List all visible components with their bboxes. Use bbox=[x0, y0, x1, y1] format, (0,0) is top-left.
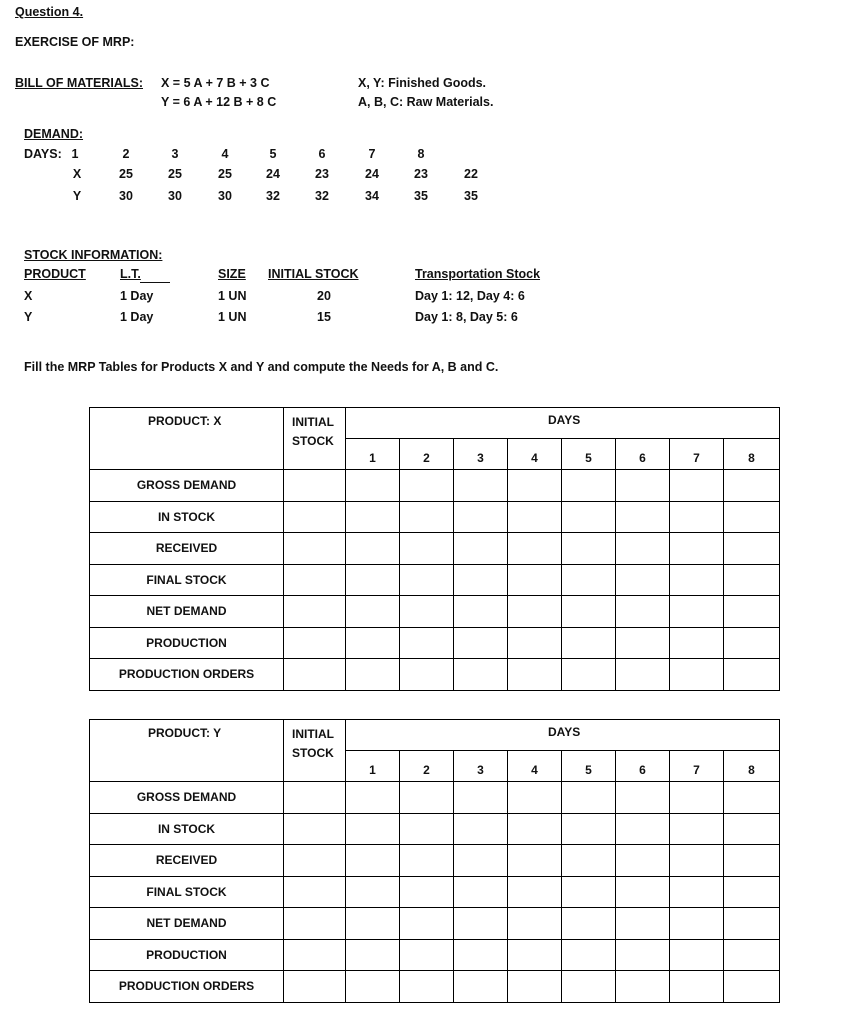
demand-x-value: 24 bbox=[365, 167, 379, 181]
value-cell[interactable] bbox=[562, 845, 616, 877]
day-header: 5 bbox=[562, 439, 616, 470]
value-cell[interactable] bbox=[616, 939, 670, 971]
day-header: 7 bbox=[670, 439, 724, 470]
initial-stock-header bbox=[284, 720, 346, 782]
days-label: DAYS bbox=[548, 413, 581, 427]
row-label: GROSS DEMAND bbox=[90, 782, 284, 814]
value-cell[interactable] bbox=[724, 813, 780, 845]
initial-cell[interactable] bbox=[284, 908, 346, 940]
value-cell[interactable] bbox=[562, 533, 616, 565]
value-cell[interactable] bbox=[670, 845, 724, 877]
stock-row-initial: 20 bbox=[317, 289, 331, 303]
stock-header-transport: Transportation Stock bbox=[415, 267, 541, 281]
lt-underline bbox=[140, 282, 170, 283]
value-cell[interactable] bbox=[508, 908, 562, 940]
exercise-title: EXERCISE OF MRP: bbox=[15, 35, 135, 49]
value-cell[interactable] bbox=[508, 845, 562, 877]
value-cell[interactable] bbox=[616, 659, 670, 691]
days-header bbox=[346, 720, 780, 751]
stock-row-product: X bbox=[24, 289, 33, 303]
value-cell[interactable] bbox=[346, 659, 400, 691]
value-cell[interactable] bbox=[508, 627, 562, 659]
value-cell[interactable] bbox=[562, 939, 616, 971]
value-cell[interactable] bbox=[724, 845, 780, 877]
demand-y-value: 35 bbox=[414, 189, 428, 203]
table-row bbox=[90, 813, 780, 845]
value-cell[interactable] bbox=[562, 501, 616, 533]
demand-y-value: 30 bbox=[168, 189, 182, 203]
value-cell[interactable] bbox=[454, 596, 508, 628]
value-cell[interactable] bbox=[616, 908, 670, 940]
day-header: 2 bbox=[400, 439, 454, 470]
table-row bbox=[90, 659, 780, 691]
value-cell[interactable] bbox=[346, 564, 400, 596]
value-cell[interactable] bbox=[400, 533, 454, 565]
value-cell[interactable] bbox=[670, 813, 724, 845]
product-label-cell bbox=[90, 408, 284, 470]
table-row bbox=[90, 876, 780, 908]
day-header: 8 bbox=[724, 439, 780, 470]
mrp-table-y bbox=[89, 719, 780, 1003]
value-cell[interactable] bbox=[400, 564, 454, 596]
row-label: NET DEMAND bbox=[90, 596, 284, 628]
product-label: PRODUCT: Y bbox=[148, 726, 222, 740]
stock-row-transport: Day 1: 12, Day 4: 6 bbox=[415, 289, 525, 303]
value-cell[interactable] bbox=[562, 470, 616, 502]
value-cell[interactable] bbox=[670, 939, 724, 971]
demand-y-value: 30 bbox=[218, 189, 232, 203]
initial-cell[interactable] bbox=[284, 876, 346, 908]
day-header: 1 bbox=[346, 751, 400, 782]
value-cell[interactable] bbox=[670, 470, 724, 502]
demand-x-value: 25 bbox=[218, 167, 232, 181]
value-cell[interactable] bbox=[724, 596, 780, 628]
day-header: 4 bbox=[508, 751, 562, 782]
value-cell[interactable] bbox=[508, 971, 562, 1003]
value-cell[interactable] bbox=[616, 971, 670, 1003]
value-cell[interactable] bbox=[616, 564, 670, 596]
value-cell[interactable] bbox=[670, 501, 724, 533]
stock-title: STOCK INFORMATION: bbox=[24, 248, 163, 262]
value-cell[interactable] bbox=[670, 782, 724, 814]
value-cell[interactable] bbox=[724, 564, 780, 596]
value-cell[interactable] bbox=[346, 501, 400, 533]
value-cell[interactable] bbox=[400, 876, 454, 908]
value-cell[interactable] bbox=[670, 971, 724, 1003]
initial-cell[interactable] bbox=[284, 813, 346, 845]
day-header: 7 bbox=[670, 751, 724, 782]
value-cell[interactable] bbox=[670, 596, 724, 628]
row-label: NET DEMAND bbox=[90, 908, 284, 940]
day-header: 8 bbox=[724, 751, 780, 782]
demand-day: 6 bbox=[318, 147, 326, 161]
value-cell[interactable] bbox=[346, 971, 400, 1003]
value-cell[interactable] bbox=[346, 845, 400, 877]
initial-cell[interactable] bbox=[284, 939, 346, 971]
value-cell[interactable] bbox=[670, 564, 724, 596]
value-cell[interactable] bbox=[562, 659, 616, 691]
demand-y-value: 32 bbox=[315, 189, 329, 203]
initial-cell[interactable] bbox=[284, 596, 346, 628]
value-cell[interactable] bbox=[454, 501, 508, 533]
initial-cell[interactable] bbox=[284, 627, 346, 659]
stock-row-transport: Day 1: 8, Day 5: 6 bbox=[415, 310, 518, 324]
value-cell[interactable] bbox=[400, 971, 454, 1003]
value-cell[interactable] bbox=[346, 939, 400, 971]
row-label: FINAL STOCK bbox=[90, 564, 284, 596]
table-row bbox=[90, 564, 780, 596]
value-cell[interactable] bbox=[400, 659, 454, 691]
demand-x-value: 24 bbox=[266, 167, 280, 181]
initial-label: INITIAL bbox=[292, 727, 334, 741]
day-header: 1 bbox=[346, 439, 400, 470]
stock-row-size: 1 UN bbox=[218, 289, 247, 303]
value-cell[interactable] bbox=[724, 876, 780, 908]
bom-label: BILL OF MATERIALS: bbox=[15, 76, 143, 90]
day-header: 4 bbox=[508, 439, 562, 470]
instruction-text: Fill the MRP Tables for Products X and Y and compute the Needs for A, B and C. bbox=[24, 360, 499, 374]
value-cell[interactable] bbox=[346, 782, 400, 814]
table-row bbox=[90, 533, 780, 565]
demand-x-value: 25 bbox=[168, 167, 182, 181]
value-cell[interactable] bbox=[346, 908, 400, 940]
value-cell[interactable] bbox=[562, 876, 616, 908]
value-cell[interactable] bbox=[670, 659, 724, 691]
product-label-cell bbox=[90, 720, 284, 782]
bom-note-raw: A, B, C: Raw Materials. bbox=[358, 95, 494, 109]
value-cell[interactable] bbox=[400, 845, 454, 877]
value-cell[interactable] bbox=[508, 939, 562, 971]
value-cell[interactable] bbox=[454, 627, 508, 659]
value-cell[interactable] bbox=[454, 564, 508, 596]
value-cell[interactable] bbox=[508, 501, 562, 533]
mrp-table-x bbox=[89, 407, 780, 691]
row-label: RECEIVED bbox=[90, 845, 284, 877]
row-label: PRODUCTION ORDERS bbox=[90, 659, 284, 691]
demand-day: 1 bbox=[71, 147, 79, 161]
value-cell[interactable] bbox=[724, 501, 780, 533]
initial-cell[interactable] bbox=[284, 971, 346, 1003]
value-cell[interactable] bbox=[508, 470, 562, 502]
value-cell[interactable] bbox=[454, 533, 508, 565]
row-label: PRODUCTION bbox=[90, 939, 284, 971]
demand-day: 8 bbox=[417, 147, 425, 161]
row-label: GROSS DEMAND bbox=[90, 470, 284, 502]
day-header: 6 bbox=[616, 439, 670, 470]
value-cell[interactable] bbox=[562, 627, 616, 659]
value-cell[interactable] bbox=[400, 470, 454, 502]
demand-y-value: 34 bbox=[365, 189, 379, 203]
table-row bbox=[90, 845, 780, 877]
value-cell[interactable] bbox=[400, 908, 454, 940]
stock-label: STOCK bbox=[292, 746, 334, 760]
stock-header-product: PRODUCT bbox=[24, 267, 86, 281]
demand-day: 2 bbox=[122, 147, 130, 161]
value-cell[interactable] bbox=[670, 876, 724, 908]
table-row bbox=[90, 908, 780, 940]
value-cell[interactable] bbox=[616, 782, 670, 814]
demand-y-value: 30 bbox=[119, 189, 133, 203]
demand-x-value: 22 bbox=[464, 167, 478, 181]
table-row bbox=[90, 470, 780, 502]
row-label: IN STOCK bbox=[90, 813, 284, 845]
row-label: FINAL STOCK bbox=[90, 876, 284, 908]
demand-day: 5 bbox=[269, 147, 277, 161]
bom-formula-x: X = 5 A + 7 B + 3 C bbox=[161, 76, 270, 90]
demand-day: 7 bbox=[368, 147, 376, 161]
value-cell[interactable] bbox=[400, 627, 454, 659]
value-cell[interactable] bbox=[454, 939, 508, 971]
value-cell[interactable] bbox=[400, 782, 454, 814]
value-cell[interactable] bbox=[724, 533, 780, 565]
value-cell[interactable] bbox=[346, 596, 400, 628]
value-cell[interactable] bbox=[616, 596, 670, 628]
day-header: 5 bbox=[562, 751, 616, 782]
row-label: IN STOCK bbox=[90, 501, 284, 533]
days-header bbox=[346, 408, 780, 439]
value-cell[interactable] bbox=[400, 813, 454, 845]
value-cell[interactable] bbox=[562, 971, 616, 1003]
day-header: 6 bbox=[616, 751, 670, 782]
row-label: RECEIVED bbox=[90, 533, 284, 565]
value-cell[interactable] bbox=[724, 908, 780, 940]
value-cell[interactable] bbox=[724, 627, 780, 659]
demand-day: 3 bbox=[171, 147, 179, 161]
value-cell[interactable] bbox=[454, 782, 508, 814]
initial-cell[interactable] bbox=[284, 533, 346, 565]
value-cell[interactable] bbox=[616, 501, 670, 533]
demand-days-label: DAYS: bbox=[24, 147, 62, 161]
value-cell[interactable] bbox=[346, 813, 400, 845]
stock-header-initial: INITIAL STOCK bbox=[268, 267, 359, 281]
value-cell[interactable] bbox=[724, 470, 780, 502]
value-cell[interactable] bbox=[346, 470, 400, 502]
value-cell[interactable] bbox=[562, 908, 616, 940]
value-cell[interactable] bbox=[724, 939, 780, 971]
value-cell[interactable] bbox=[616, 470, 670, 502]
stock-header-lt: L.T. bbox=[120, 267, 141, 281]
value-cell[interactable] bbox=[670, 908, 724, 940]
value-cell[interactable] bbox=[508, 813, 562, 845]
table-row bbox=[90, 627, 780, 659]
value-cell[interactable] bbox=[400, 939, 454, 971]
value-cell[interactable] bbox=[346, 876, 400, 908]
demand-x-label: X bbox=[72, 167, 82, 181]
demand-y-value: 35 bbox=[464, 189, 478, 203]
value-cell[interactable] bbox=[508, 596, 562, 628]
value-cell[interactable] bbox=[562, 564, 616, 596]
demand-label: DEMAND: bbox=[24, 127, 84, 141]
value-cell[interactable] bbox=[508, 876, 562, 908]
stock-row-size: 1 UN bbox=[218, 310, 247, 324]
bom-note-finished: X, Y: Finished Goods. bbox=[358, 76, 487, 90]
value-cell[interactable] bbox=[346, 533, 400, 565]
value-cell[interactable] bbox=[616, 533, 670, 565]
initial-label: INITIAL bbox=[292, 415, 334, 429]
value-cell[interactable] bbox=[508, 782, 562, 814]
table-row bbox=[90, 971, 780, 1003]
stock-row-lt: 1 Day bbox=[120, 310, 154, 324]
value-cell[interactable] bbox=[454, 845, 508, 877]
day-header: 2 bbox=[400, 751, 454, 782]
initial-cell[interactable] bbox=[284, 845, 346, 877]
value-cell[interactable] bbox=[724, 782, 780, 814]
table-row bbox=[90, 782, 780, 814]
value-cell[interactable] bbox=[454, 659, 508, 691]
value-cell[interactable] bbox=[616, 876, 670, 908]
value-cell[interactable] bbox=[562, 782, 616, 814]
value-cell[interactable] bbox=[346, 627, 400, 659]
value-cell[interactable] bbox=[454, 971, 508, 1003]
stock-label: STOCK bbox=[292, 434, 334, 448]
question-title: Question 4. bbox=[15, 5, 84, 19]
value-cell[interactable] bbox=[508, 564, 562, 596]
stock-row-initial: 15 bbox=[317, 310, 331, 324]
demand-y-value: 32 bbox=[266, 189, 280, 203]
stock-row-lt: 1 Day bbox=[120, 289, 154, 303]
value-cell[interactable] bbox=[724, 971, 780, 1003]
table-row bbox=[90, 939, 780, 971]
product-label: PRODUCT: X bbox=[148, 414, 222, 428]
demand-y-label: Y bbox=[72, 189, 82, 203]
initial-cell[interactable] bbox=[284, 782, 346, 814]
value-cell[interactable] bbox=[724, 659, 780, 691]
value-cell[interactable] bbox=[670, 627, 724, 659]
value-cell[interactable] bbox=[508, 533, 562, 565]
initial-cell[interactable] bbox=[284, 501, 346, 533]
value-cell[interactable] bbox=[616, 813, 670, 845]
row-label: PRODUCTION ORDERS bbox=[90, 971, 284, 1003]
value-cell[interactable] bbox=[454, 470, 508, 502]
value-cell[interactable] bbox=[400, 501, 454, 533]
value-cell[interactable] bbox=[454, 876, 508, 908]
day-header: 3 bbox=[454, 439, 508, 470]
day-header: 3 bbox=[454, 751, 508, 782]
stock-row-product: Y bbox=[24, 310, 33, 324]
days-label: DAYS bbox=[548, 725, 581, 739]
value-cell[interactable] bbox=[616, 845, 670, 877]
initial-cell[interactable] bbox=[284, 564, 346, 596]
bom-formula-y: Y = 6 A + 12 B + 8 C bbox=[161, 95, 277, 109]
value-cell[interactable] bbox=[454, 908, 508, 940]
value-cell[interactable] bbox=[670, 533, 724, 565]
value-cell[interactable] bbox=[616, 627, 670, 659]
value-cell[interactable] bbox=[400, 596, 454, 628]
value-cell[interactable] bbox=[562, 813, 616, 845]
initial-cell[interactable] bbox=[284, 470, 346, 502]
initial-stock-header bbox=[284, 408, 346, 470]
row-label: PRODUCTION bbox=[90, 627, 284, 659]
value-cell[interactable] bbox=[562, 596, 616, 628]
value-cell[interactable] bbox=[454, 813, 508, 845]
table-row bbox=[90, 501, 780, 533]
value-cell[interactable] bbox=[508, 659, 562, 691]
stock-header-size: SIZE bbox=[218, 267, 246, 281]
table-row bbox=[90, 596, 780, 628]
demand-x-value: 23 bbox=[315, 167, 329, 181]
initial-cell[interactable] bbox=[284, 659, 346, 691]
demand-x-value: 23 bbox=[414, 167, 428, 181]
demand-x-value: 25 bbox=[119, 167, 133, 181]
demand-day: 4 bbox=[221, 147, 229, 161]
